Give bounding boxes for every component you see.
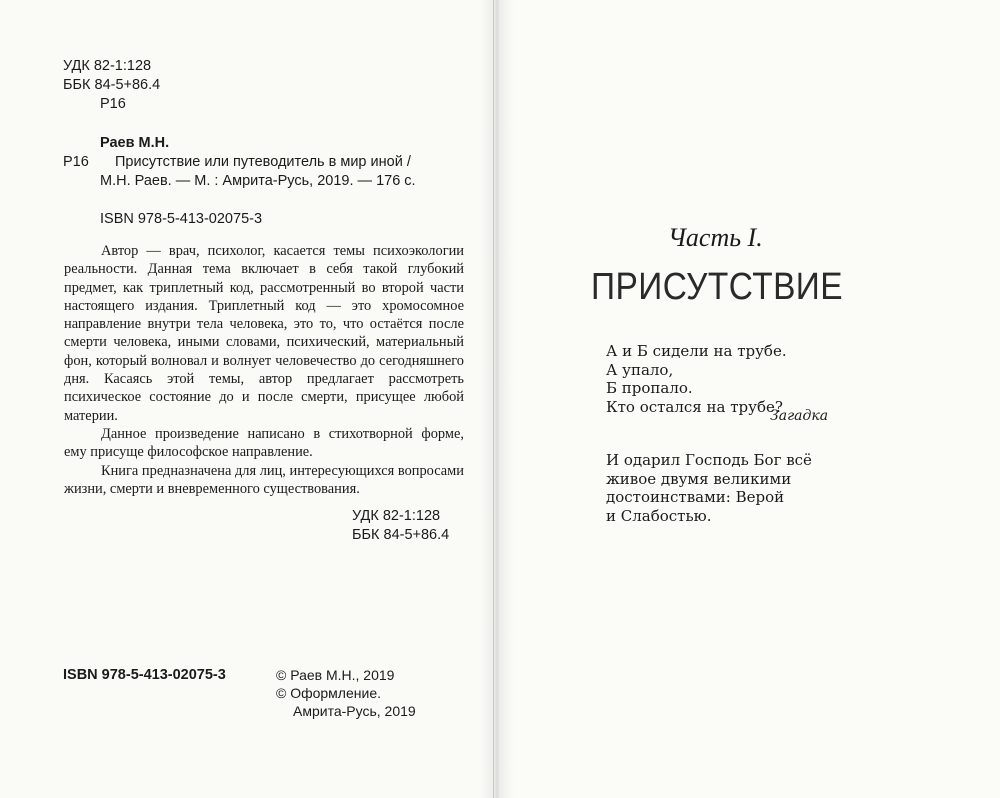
author-name: Раев М.Н. bbox=[100, 135, 170, 151]
part-label: Часть I. bbox=[668, 223, 763, 252]
epigraph-line: достоинствами: Верой bbox=[606, 488, 785, 506]
riddle-line: Кто остался на трубе? bbox=[606, 397, 783, 416]
copyright-author: © Раев М.Н., 2019 bbox=[276, 667, 395, 683]
page-divider bbox=[493, 0, 494, 798]
udk-code: УДК 82-1:128 bbox=[63, 58, 152, 74]
bbk-code: ББК 84-5+86.4 bbox=[63, 77, 161, 93]
annotation bbox=[64, 242, 464, 498]
copyright-design: © Оформление. bbox=[276, 685, 381, 701]
riddle-line: Б пропало. bbox=[606, 379, 693, 397]
biblio-line-1: Присутствие или путеводитель в мир иной / bbox=[115, 154, 411, 170]
left-page bbox=[0, 0, 497, 798]
epigraph-line: И одарил Господь Бог всё bbox=[606, 451, 812, 469]
book-gutter bbox=[480, 0, 514, 798]
epigraph-line: живое двумя великими bbox=[606, 469, 792, 488]
author-mark-entry: Р16 bbox=[63, 154, 89, 170]
biblio-line-2: М.Н. Раев. — М. : Амрита-Русь, 2019. — 176 с. bbox=[100, 173, 416, 189]
epigraph-line: и Слабостью. bbox=[606, 506, 712, 525]
riddle-attribution: Загадка bbox=[770, 408, 829, 424]
udk-code-bottom: УДК 82-1:128 bbox=[352, 508, 441, 524]
isbn-entry: ISBN 978-5-413-02075-3 bbox=[100, 211, 263, 227]
riddle-line: А упало, bbox=[606, 360, 674, 379]
riddle-line: А и Б сидели на трубе. bbox=[606, 342, 787, 360]
chapter-title: ПРИСУТСТВИЕ bbox=[591, 266, 844, 308]
copyright-publisher: Амрита-Русь, 2019 bbox=[293, 703, 416, 719]
epigraph bbox=[606, 451, 836, 525]
copyright-block bbox=[276, 666, 416, 720]
isbn-footer: ISBN 978-5-413-02075-3 bbox=[63, 667, 226, 683]
annotation-paragraph: Данное произведение написано в стихотворной форме, ему присуще философское направление. bbox=[64, 425, 464, 461]
annotation-paragraph: Автор — врач, психолог, касается темы психоэкологии реальности. Данная тема включает в себя такой глубокий предмет, как триплетный код, рассмотренный во второй части настоящего издания. Триплетный код — это хромосомное направление внутри тела человека, это то, что остаётся после смерти человека, иными словами, психический, материальный фон, который волновал и волнует человечество до сегодняшнего дня. Касаясь этой темы, автор предлагает рассмотреть психическое состояние до и после смерти, присущее любой материи. bbox=[64, 243, 464, 424]
bbk-code-bottom: ББК 84-5+86.4 bbox=[352, 527, 450, 543]
author-mark: Р16 bbox=[100, 96, 126, 112]
riddle bbox=[606, 342, 787, 416]
annotation-paragraph: Книга предназначена для лиц, интересующихся вопросами жизни, смерти и вневременного существования. bbox=[64, 462, 464, 497]
